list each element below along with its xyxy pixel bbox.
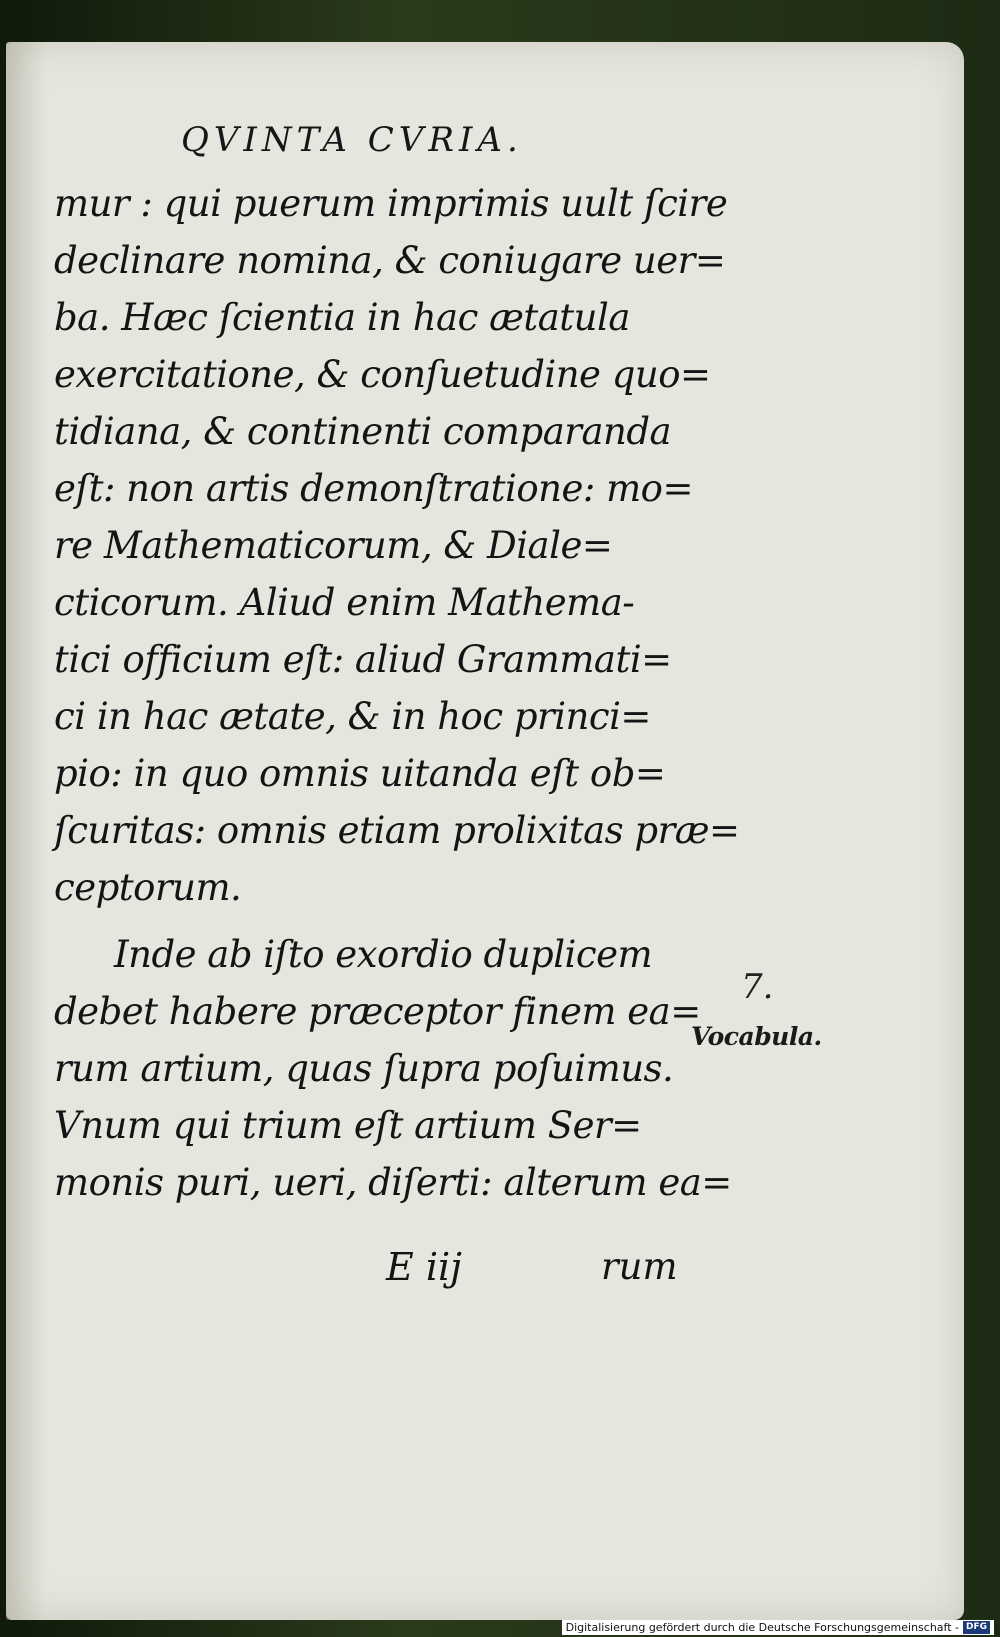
- text-line: Inde ab iſto exordio duplicem: [114, 933, 653, 976]
- text-line: ſcuritas: omnis etiam prolixitas præ=: [54, 809, 740, 852]
- text-line: tici officium eſt: aliud Grammati=: [54, 638, 672, 681]
- footer-text: Digitalisierung gefördert durch die Deutsche Forschungsgemeinschaft -: [565, 1621, 959, 1634]
- book-page: [6, 42, 964, 1620]
- text-line: mur : qui puerum imprimis uult ſcire: [54, 182, 728, 225]
- margin-note-number: 7.: [741, 967, 774, 1007]
- signature-mark: E iij: [386, 1245, 462, 1289]
- text-line: ba. Hæc ſcientia in hac ætatula: [54, 296, 630, 339]
- text-line: rum artium, quas ſupra poſuimus.: [54, 1047, 674, 1090]
- text-line: ceptorum.: [54, 866, 242, 909]
- text-line: cticorum. Aliud enim Mathema-: [54, 581, 635, 624]
- text-line: debet habere præceptor finem ea=: [54, 990, 701, 1033]
- digitization-footer: [562, 1620, 994, 1635]
- text-line: re Mathematicorum, & Diale=: [54, 524, 613, 567]
- text-line: declinare nomina, & coniugare uer=: [54, 239, 726, 282]
- running-header: QVINTA CVRIA.: [181, 120, 523, 160]
- margin-note-word: Vocabula.: [691, 1022, 822, 1051]
- catchword: rum: [601, 1245, 678, 1288]
- text-line: monis puri, ueri, diſerti: alterum ea=: [54, 1161, 732, 1204]
- text-line: Vnum qui trium eſt artium Ser=: [54, 1104, 642, 1147]
- text-line: pio: in quo omnis uitanda eſt ob=: [54, 752, 666, 795]
- text-line: exercitatione, & conſuetudine quo=: [54, 353, 711, 396]
- text-line: tidiana, & continenti comparanda: [54, 410, 672, 453]
- dfg-logo-icon: DFG: [963, 1621, 990, 1634]
- text-line: eſt: non artis demonſtratione: mo=: [54, 467, 693, 510]
- text-line: ci in hac ætate, & in hoc princi=: [54, 695, 651, 738]
